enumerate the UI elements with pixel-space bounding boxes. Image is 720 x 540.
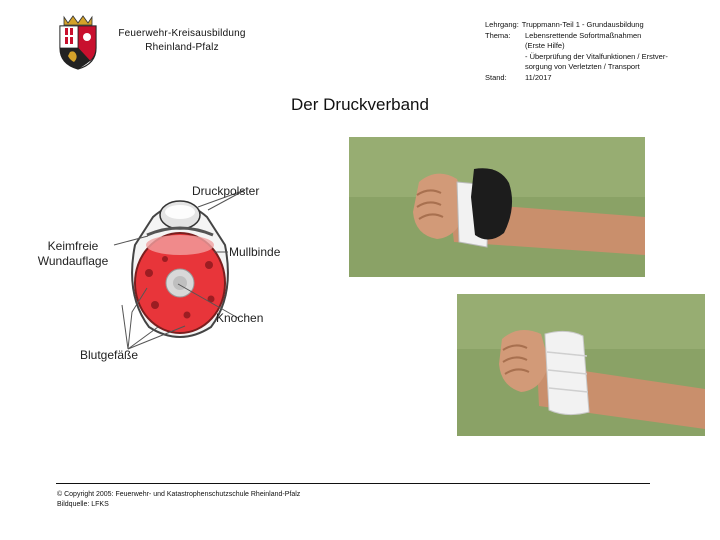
page-title: Der Druckverband xyxy=(291,95,429,114)
label-keimfreie-line1: Keimfreie xyxy=(47,239,99,253)
lehrgang-label: Lehrgang: xyxy=(485,20,519,29)
copyright-text: © Copyright 2005: Feuerwehr- und Katastrophenschutzschule Rheinland-Pfalz xyxy=(57,491,301,498)
photo-completed-pressure-bandage xyxy=(457,294,705,436)
thema-line-3: - Überprüfung der Vitalfunktionen / Erstver- xyxy=(525,51,668,61)
label-mullbinde: Mullbinde xyxy=(229,245,281,259)
thema-label: Thema: xyxy=(485,30,511,40)
org-line-2: Rheinland-Pfalz xyxy=(145,42,219,53)
label-keimfreie-line2: Wundauflage xyxy=(37,254,109,268)
thema-line-2: (Erste Hilfe) xyxy=(525,41,565,50)
stand-value: 11/2017 xyxy=(525,72,552,82)
label-knochen: Knochen xyxy=(216,311,264,325)
stand-label: Stand: xyxy=(485,72,507,82)
lehrgang-value: Truppmann-Teil 1 - Grundausbildung xyxy=(521,20,644,29)
label-keimfreie-wundauflage xyxy=(28,239,118,269)
image-source-text: Bildquelle: LFKS xyxy=(57,501,109,508)
thema-line-1: Lebensrettende Sofortmaßnahmen xyxy=(525,30,642,40)
org-line-1: Feuerwehr-Kreisausbildung xyxy=(118,28,246,39)
footer xyxy=(57,490,300,510)
thema-line-4: sorgung von Verletzten / Transport xyxy=(525,62,640,71)
label-blutgefaesse: Blutgefäße xyxy=(80,348,139,362)
photo-pressure-pad-on-wrist xyxy=(349,137,645,277)
footer-divider xyxy=(56,483,650,484)
label-druckpolster: Druckpolster xyxy=(192,184,260,198)
